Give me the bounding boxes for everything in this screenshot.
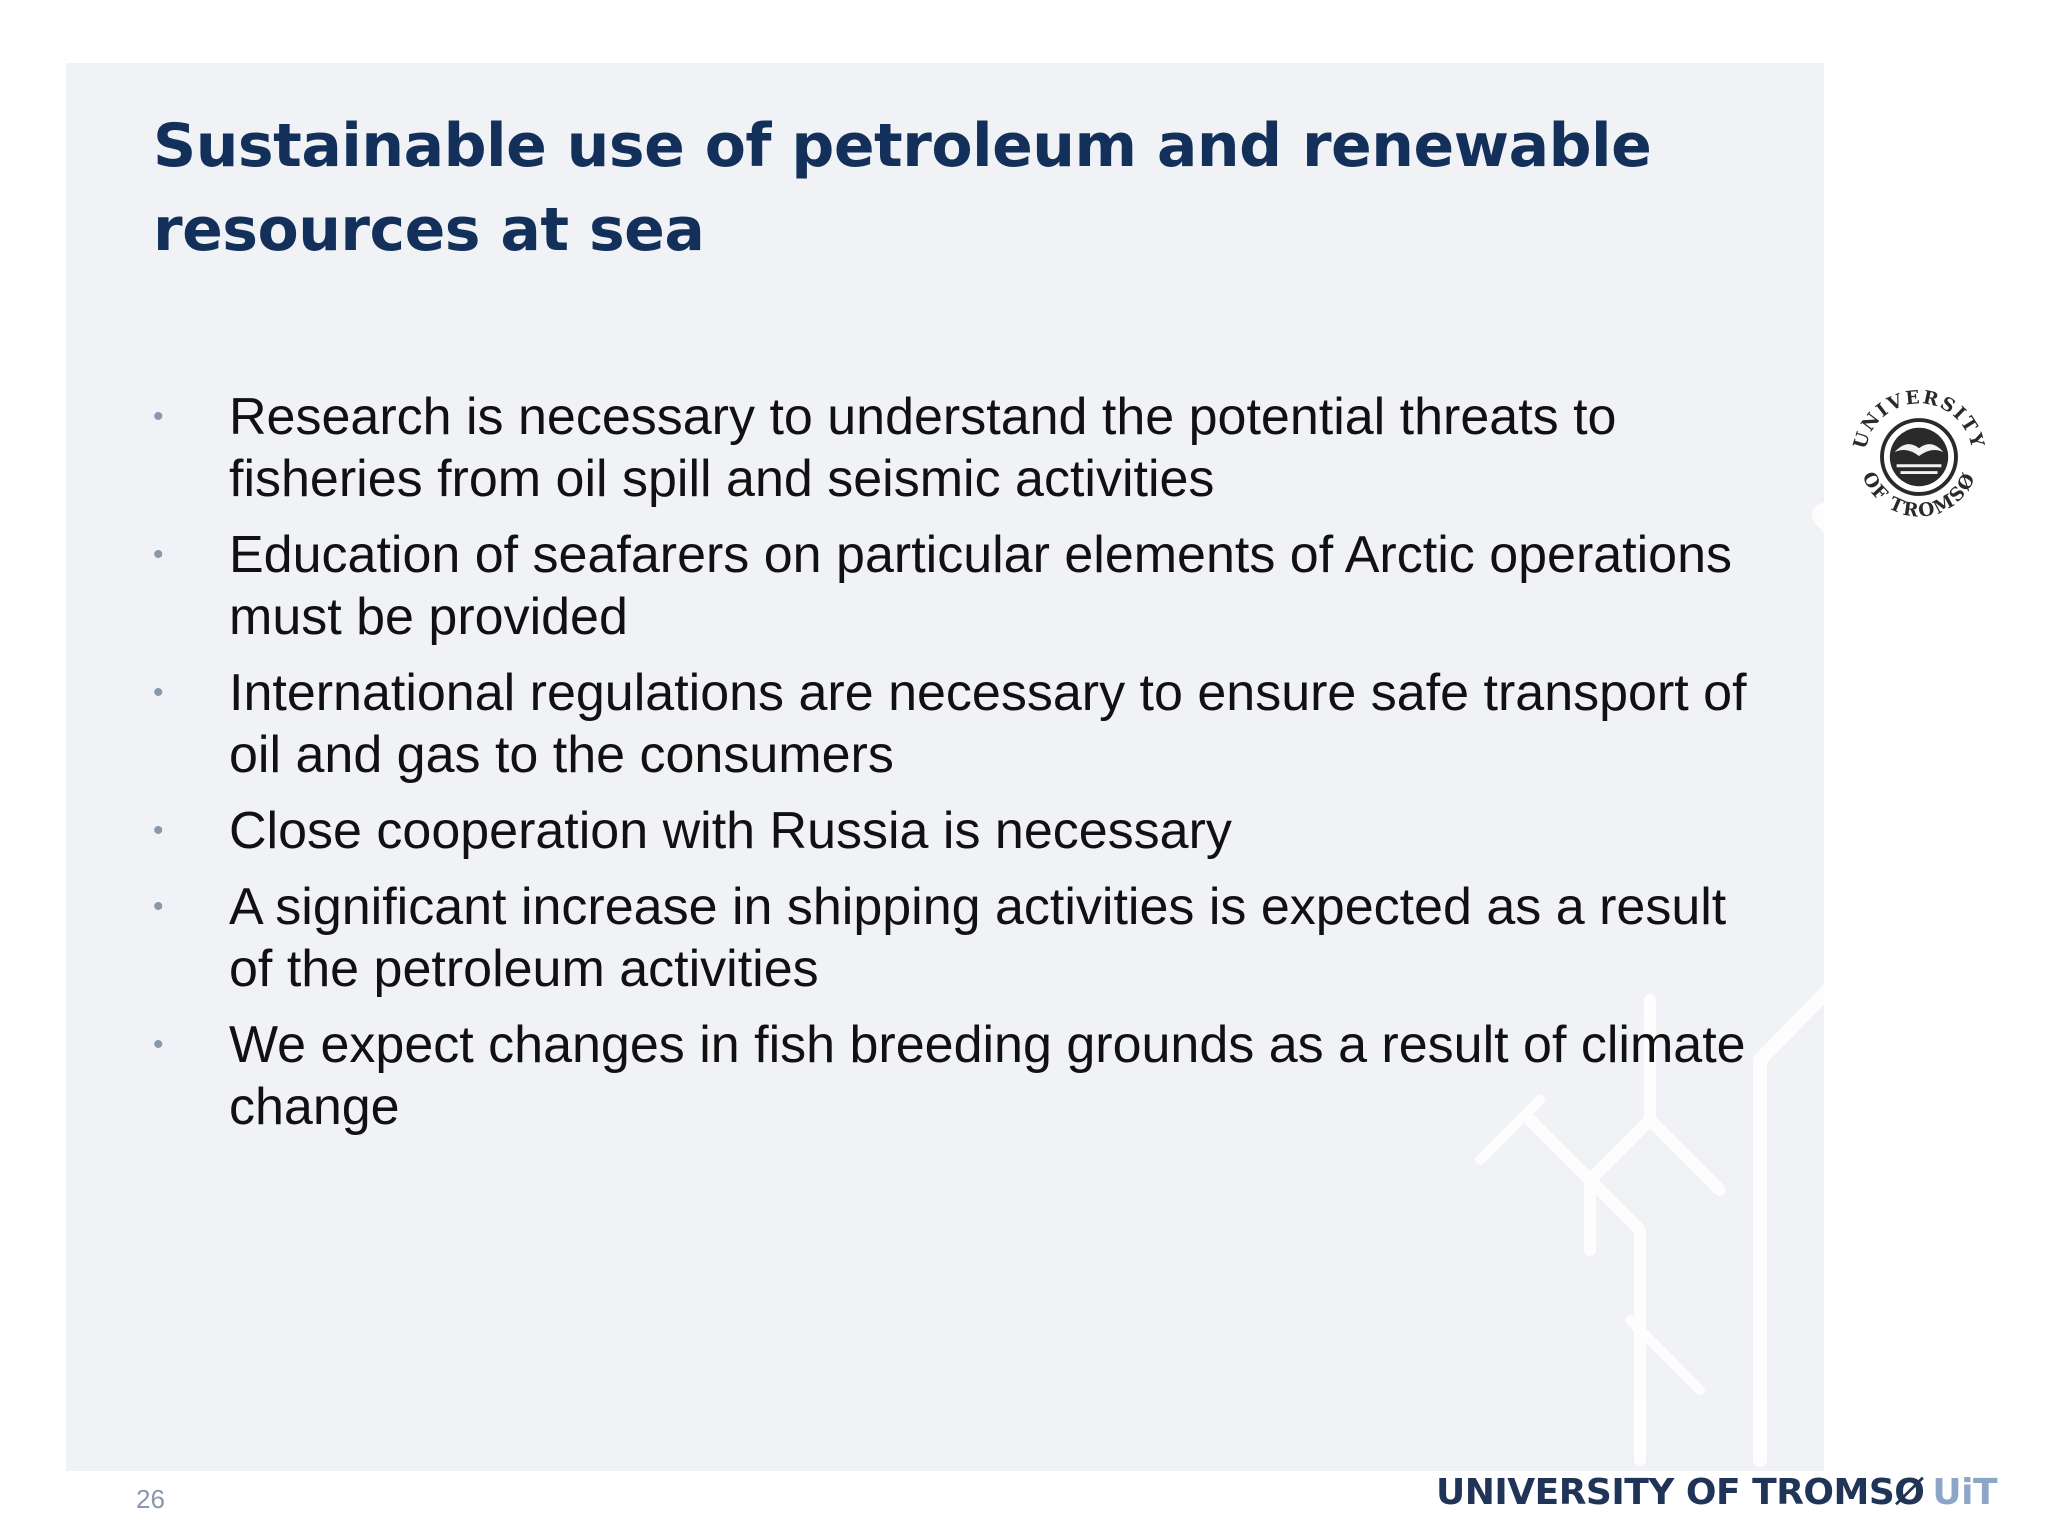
bullet-item-fish-breeding: [153, 1014, 1773, 1138]
bullet-point-icon: •: [153, 400, 164, 433]
brand-name: UNIVERSITY OF TROMSØ: [1436, 1472, 1925, 1513]
bullet-item-research: [153, 386, 1773, 510]
bullet-text: International regulations are necessary to ensure safe transport of oil and gas to the consumers: [229, 664, 1747, 784]
bullet-item-shipping: [153, 876, 1773, 1000]
bullet-text: Research is necessary to understand the potential threats to fisheries from oil spill and seismic activities: [229, 388, 1617, 508]
bullet-list: [153, 386, 1773, 1152]
bullet-item-cooperation: [153, 800, 1773, 862]
bullet-text: We expect changes in fish breeding grounds as a result of climate change: [229, 1016, 1746, 1136]
bullet-point-icon: •: [153, 538, 164, 571]
bullet-text: Close cooperation with Russia is necessary: [229, 802, 1232, 860]
bullet-point-icon: •: [153, 890, 164, 923]
bullet-item-regulations: [153, 662, 1773, 786]
brand-abbreviation: UiT: [1932, 1472, 1998, 1513]
page-number: 26: [136, 1484, 165, 1514]
seal-text-bottom: OF TROMSØ: [1857, 468, 1981, 522]
bullet-item-education: [153, 524, 1773, 648]
bullet-text: Education of seafarers on particular elements of Arctic operations must be provided: [229, 526, 1733, 646]
slide-title: Sustainable use of petroleum and renewable resources at sea: [153, 111, 1652, 265]
footer-brand: [1436, 1472, 1997, 1513]
bullet-text: A significant increase in shipping activities is expected as a result of the petroleum activities: [229, 878, 1727, 998]
bullet-point-icon: •: [153, 814, 164, 847]
seal-text-top: UNIVERSITY: [1849, 387, 1989, 452]
bullet-point-icon: •: [153, 1028, 164, 1061]
university-seal-icon: [1846, 384, 1992, 530]
bullet-point-icon: •: [153, 676, 164, 709]
